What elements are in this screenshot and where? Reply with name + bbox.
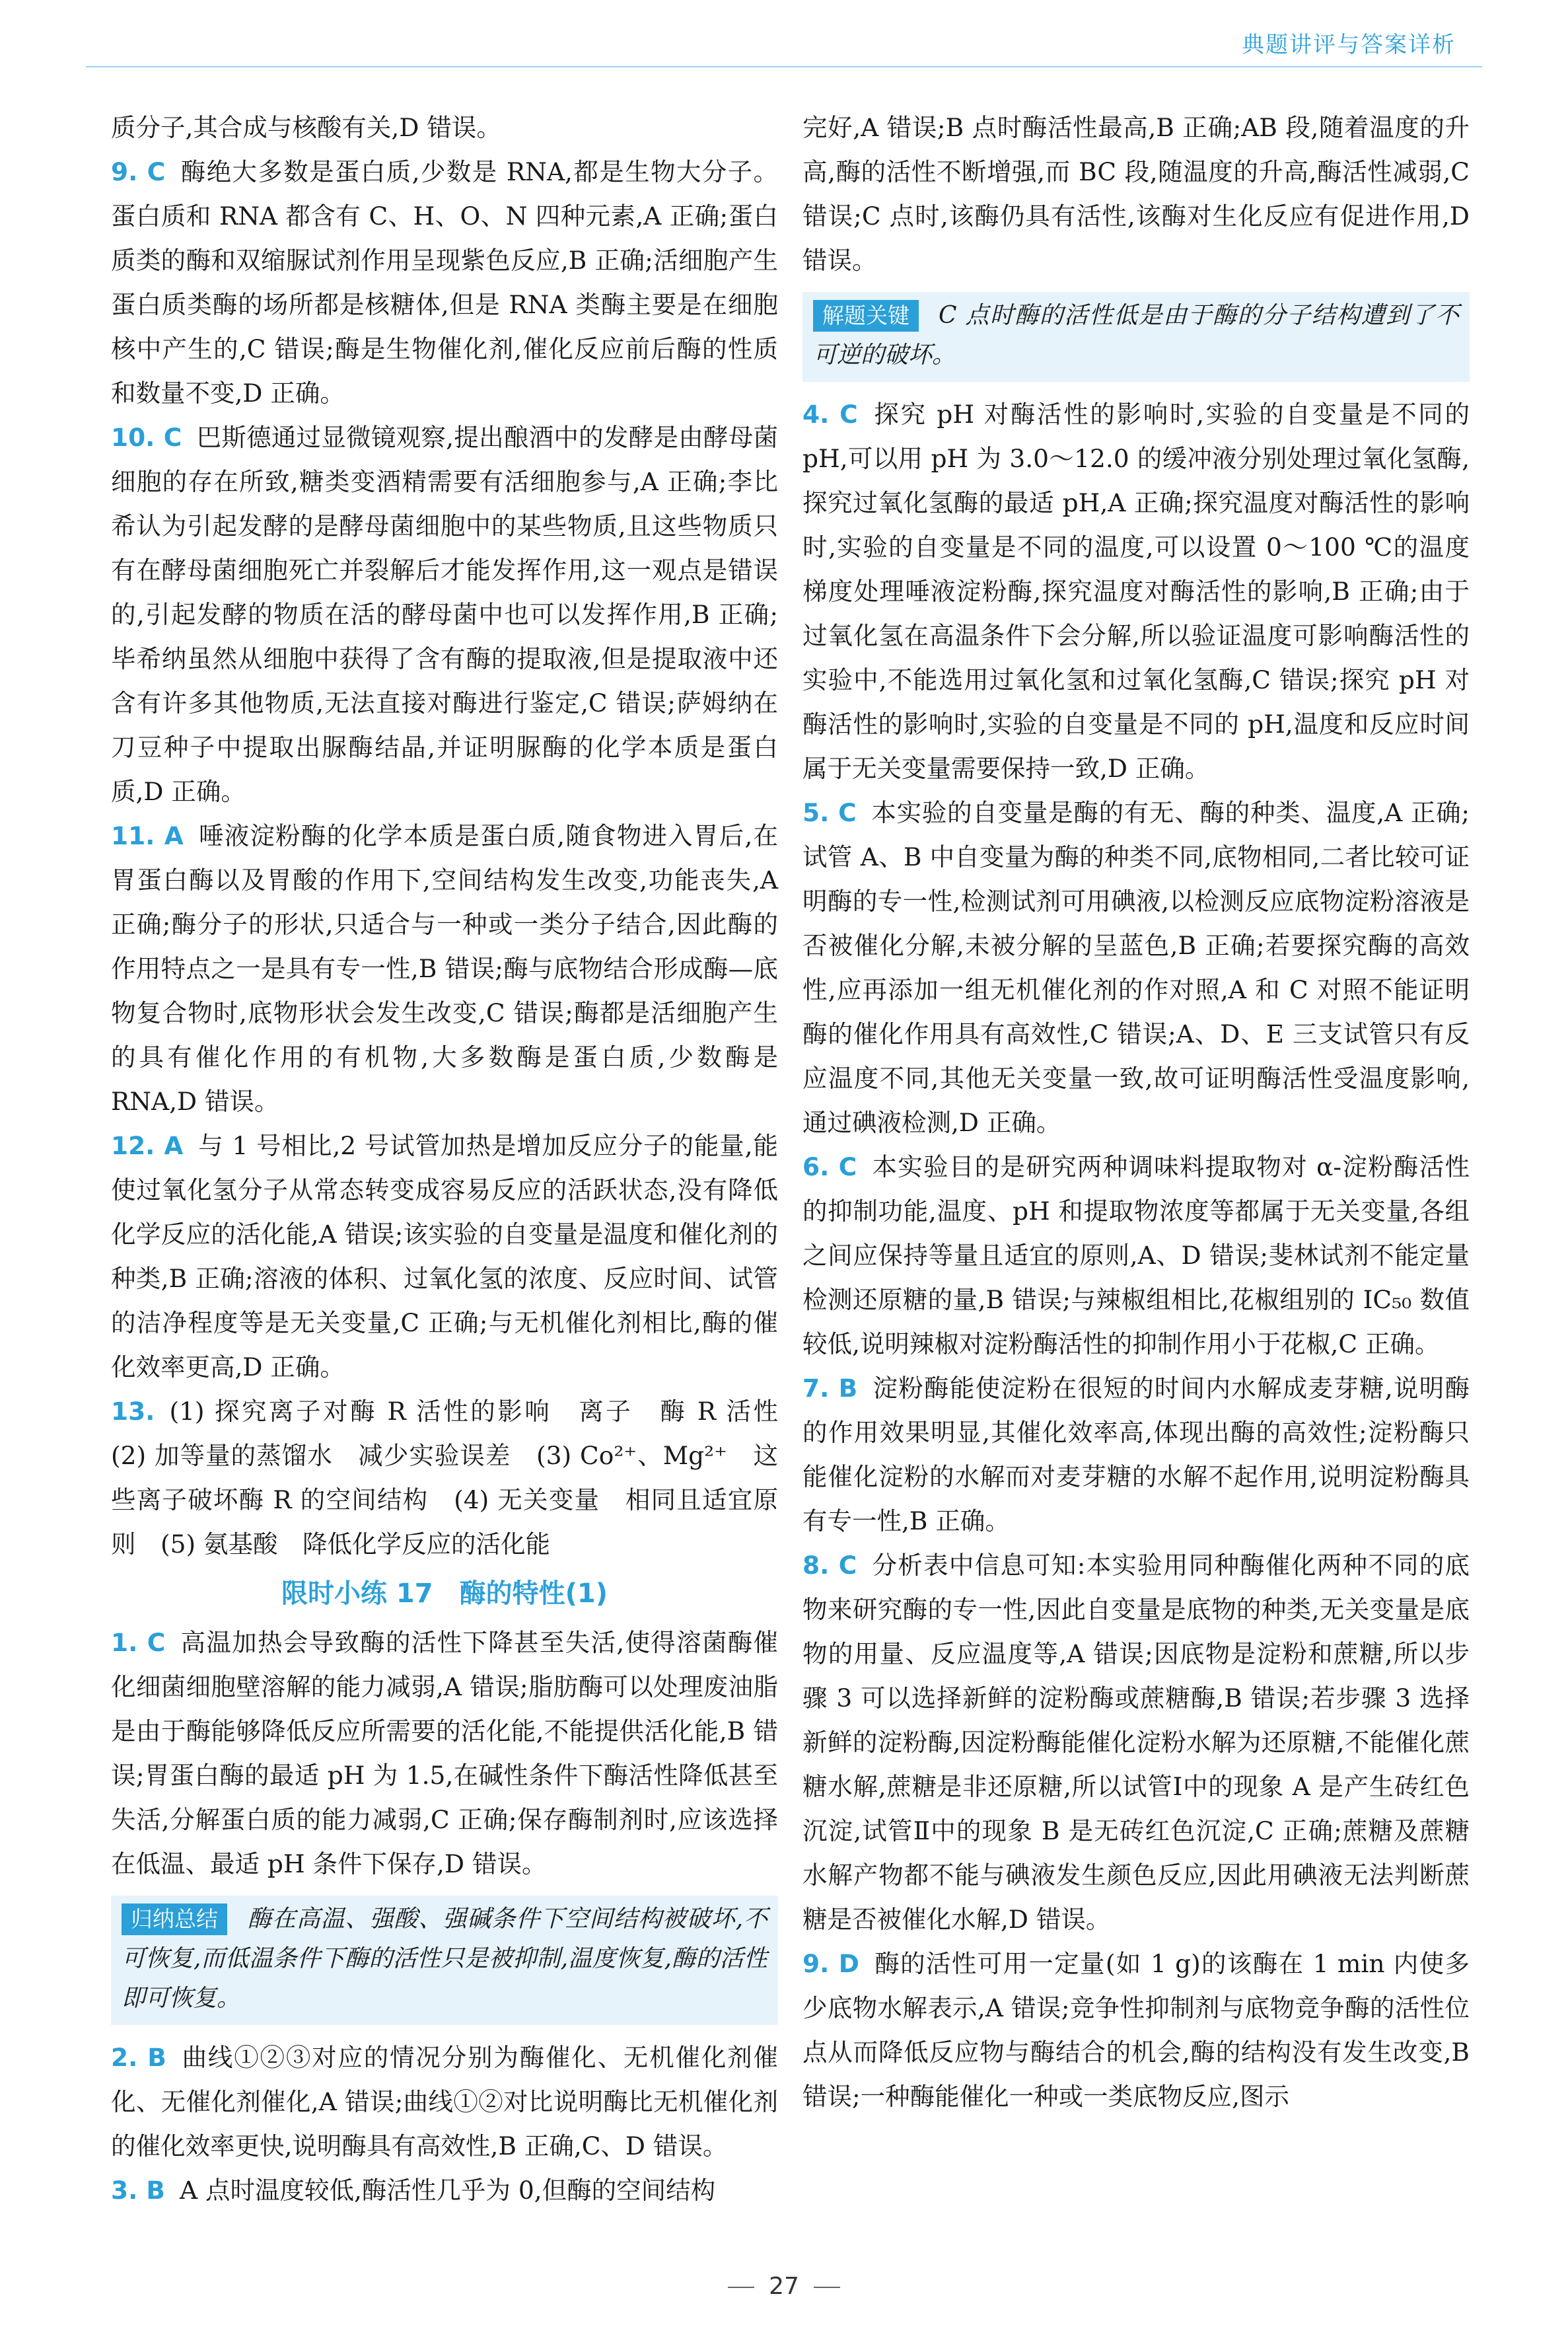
summary-tag: 归纳总结 — [122, 1903, 227, 1935]
answer-item — [111, 1621, 778, 1886]
question-number: 9. C — [111, 157, 166, 186]
answer-item — [111, 1124, 778, 1389]
answer-item — [802, 392, 1470, 791]
answer-item — [802, 1145, 1470, 1366]
answer-item — [111, 814, 778, 1124]
answer-item — [802, 1366, 1470, 1543]
question-number: 12. A — [111, 1131, 184, 1160]
key-point-text: C 点时酶的活性低是由于酶的分子结构遭到了不可逆的破坏。 — [813, 302, 1459, 369]
summary-box — [111, 1896, 778, 2025]
answer-item — [111, 2036, 778, 2168]
question-number: 8. C — [802, 1551, 857, 1580]
answer-item — [802, 1543, 1470, 1942]
answer-item — [802, 1942, 1470, 2119]
question-number: 7. B — [802, 1374, 858, 1403]
question-number: 10. C — [111, 423, 182, 452]
answer-text: 巴斯德通过显微镜观察,提出酿酒中的发酵是由酵母菌细胞的存在所致,糖类变酒精需要有活细胞参与,A 正确;李比希认为引起发酵的是酵母菌细胞中的某些物质,且这些物质只有在酵母菌细胞死亡并裂解后才能发挥作用,这一观点是错误的,引起发酵的物质在活的酵母菌中也可以发挥作用,B 正确;毕希纳虽然从细胞中获得了含有酶的提取液,但是提取液中还含有许多其他物质,无法直接对酶进行鉴定,C 错误;萨姆纳在刀豆种子中提取出脲酶结晶,并证明脲酶的化学本质是蛋白质,D 正确。 — [111, 423, 778, 806]
answer-text: 本实验的自变量是酶的有无、酶的种类、温度,A 正确;试管 A、B 中自变量为酶的种类不同,底物相同,二者比较可证明酶的专一性,检测试剂可用碘液,以检测反应底物淀粉溶液是否被催化分解,未被分解的呈蓝色,B 正确;若要探究酶的高效性,应再添加一组无机催化剂的作对照,A 和 C 对照不能证明酶的催化作用具有高效性,C 错误;A、D、E 三支试管只有反应温度不同,其他无关变量一致,故可证明酶活性受温度影响,通过碘液检测,D 正确。 — [802, 798, 1470, 1137]
running-header: 典题讲评与答案详析 — [1242, 32, 1456, 58]
answer-text: 分析表中信息可知:本实验用同种酶催化两种不同的底物来研究酶的专一性,因此自变量是底物的种类,无关变量是底物的用量、反应温度等,A 错误;因底物是淀粉和蔗糖,所以步骤 3 可以选择新鲜的淀粉酶或蔗糖酶,B 错误;若步骤 3 选择新鲜的淀粉酶,因淀粉酶能催化淀粉水解为还原糖,不能催化蔗糖水解,蔗糖是非还原糖,所以试管Ⅰ中的现象 A 是产生砖红色沉淀,试管Ⅱ中的现象 B 是无砖红色沉淀,C 正确;蔗糖及蔗糖水解产物都不能与碘液发生颜色反应,因此用碘液无法判断蔗糖是否被催化水解,D 错误。 — [802, 1551, 1470, 1934]
question-number: 13. — [111, 1397, 155, 1426]
continued-text: 完好,A 错误;B 点时酶活性最高,B 正确;AB 段,随着温度的升高,酶的活性不断增强,而 BC 段,随温度的升高,酶活性减弱,C 错误;C 点时,该酶仍具有活性,该酶对生化反应有促进作用,D 错误。 — [802, 113, 1470, 275]
question-number: 11. A — [111, 821, 184, 850]
page-footer — [0, 2273, 1568, 2300]
question-number: 4. C — [802, 400, 858, 429]
key-point-tag: 解题关键 — [813, 300, 919, 332]
header-divider — [86, 66, 1482, 67]
question-number: 9. D — [802, 1949, 859, 1978]
answer-text: A 点时温度较低,酶活性几乎为 0,但酶的空间结构 — [180, 2176, 716, 2205]
key-point-box — [802, 292, 1470, 382]
continued-text: 质分子,其合成与核酸有关,D 错误。 — [111, 113, 501, 142]
question-number: 1. C — [111, 1628, 166, 1657]
answer-item — [802, 791, 1470, 1145]
footer-dash-right — [814, 2287, 840, 2288]
question-number: 3. B — [111, 2176, 165, 2205]
answer-item — [111, 150, 778, 416]
answer-text: 本实验目的是研究两种调味料提取物对 α-淀粉酶活性的抑制功能,温度、pH 和提取物浓度等都属于无关变量,各组之间应保持等量且适宜的原则,A、D 错误;斐林试剂不能定量检测还原糖的量,B 错误;与辣椒组相比,花椒组别的 IC₅₀ 数值较低,说明辣椒对淀粉酶活性的抑制作用小于花椒,C 正确。 — [802, 1152, 1470, 1358]
answer-item — [111, 2168, 778, 2213]
right-column — [802, 106, 1470, 2119]
answer-text: (1) 探究离子对酶 R 活性的影响 离子 酶 R 活性 (2) 加等量的蒸馏水 减少实验误差 (3) Co²⁺、Mg²⁺ 这些离子破坏酶 R 的空间结构 (4) 无关变量 相同且适宜原则 (5) 氨基酸 降低化学反应的活化能 — [111, 1397, 803, 1559]
section-title: 限时小练 17 酶的特性(1) — [281, 1578, 608, 1609]
question-number: 5. C — [802, 798, 857, 827]
answer-text: 与 1 号相比,2 号试管加热是增加反应分子的能量,能使过氧化氢分子从常态转变成容易反应的活跃状态,没有降低化学反应的活化能,A 错误;该实验的自变量是温度和催化剂的种类,B 正确;溶液的体积、过氧化氢的浓度、反应时间、试管的洁净程度等是无关变量,C 正确;与无机催化剂相比,酶的催化效率更高,D 正确。 — [111, 1131, 778, 1382]
summary-text: 酶在高温、强酸、强碱条件下空间结构被破坏,不可恢复,而低温条件下酶的活性只是被抑制,温度恢复,酶的活性即可恢复。 — [122, 1905, 767, 2012]
footer-dash-left — [728, 2287, 754, 2288]
answer-text: 酶绝大多数是蛋白质,少数是 RNA,都是生物大分子。蛋白质和 RNA 都含有 C、H、O、N 四种元素,A 正确;蛋白质类的酶和双缩脲试剂作用呈现紫色反应,B 正确;活细胞产生蛋白质类酶的场所都是核糖体,但是 RNA 类酶主要是在细胞核中产生的,C 错误;酶是生物催化剂,催化反应前后酶的性质和数量不变,D 正确。 — [111, 157, 779, 408]
answer-item — [111, 1389, 803, 1567]
answer-text: 曲线①②③对应的情况分别为酶催化、无机催化剂催化、无催化剂催化,A 错误;曲线①②对比说明酶比无机催化剂的催化效率更快,说明酶具有高效性,B 正确,C、D 错误。 — [111, 2043, 778, 2160]
left-column — [111, 106, 803, 2213]
question-number: 2. B — [111, 2043, 166, 2072]
answer-text: 唾液淀粉酶的化学本质是蛋白质,随食物进入胃后,在胃蛋白酶以及胃酸的作用下,空间结构发生改变,功能丧失,A 正确;酶分子的形状,只适合与一种或一类分子结合,因此酶的作用特点之一是具有专一性,B 错误;酶与底物结合形成酶—底物复合物时,底物形状会发生改变,C 错误;酶都是活细胞产生的具有催化作用的有机物,大多数酶是蛋白质,少数酶是 RNA,D 错误。 — [111, 821, 778, 1116]
answer-text: 高温加热会导致酶的活性下降甚至失活,使得溶菌酶催化细菌细胞壁溶解的能力减弱,A 错误;脂肪酶可以处理废油脂是由于酶能够降低反应所需要的活化能,不能提供活化能,B 错误;胃蛋白酶的最适 pH 为 1.5,在碱性条件下酶活性降低甚至失活,分解蛋白质的能力减弱,C 正确;保存酶制剂时,应该选择在低温、最适 pH 条件下保存,D 错误。 — [111, 1628, 779, 1878]
answer-text: 淀粉酶能使淀粉在很短的时间内水解成麦芽糖,说明酶的作用效果明显,其催化效率高,体现出酶的高效性;淀粉酶只能催化淀粉的水解而对麦芽糖的水解不起作用,说明淀粉酶具有专一性,B 正确。 — [802, 1374, 1470, 1535]
page-number: 27 — [769, 2273, 799, 2300]
question-number: 6. C — [802, 1152, 857, 1181]
answer-item — [111, 416, 778, 814]
answer-text: 探究 pH 对酶活性的影响时,实验的自变量是不同的 pH,可以用 pH 为 3.0～12.0 的缓冲液分别处理过氧化氢酶,探究过氧化氢酶的最适 pH,A 正确;探究温度对酶活性的影响时,实验的自变量是不同的温度,可以设置 0～100 ℃的温度梯度处理唾液淀粉酶,探究温度对酶活性的影响,B 正确;由于过氧化氢在高温条件下会分解,所以验证温度可影响酶活性的实验中,不能选用过氧化氢和过氧化氢酶,C 错误;探究 pH 对酶活性的影响时,实验的自变量是不同的 pH,温度和反应时间属于无关变量需要保持一致,D 正确。 — [802, 400, 1470, 783]
answer-text: 酶的活性可用一定量(如 1 g)的该酶在 1 min 内使多少底物水解表示,A 错误;竞争性抑制剂与底物竞争酶的活性位点从而降低反应物与酶结合的机会,酶的结构没有发生改变,B 错误;一种酶能催化一种或一类底物反应,图示 — [802, 1949, 1470, 2111]
